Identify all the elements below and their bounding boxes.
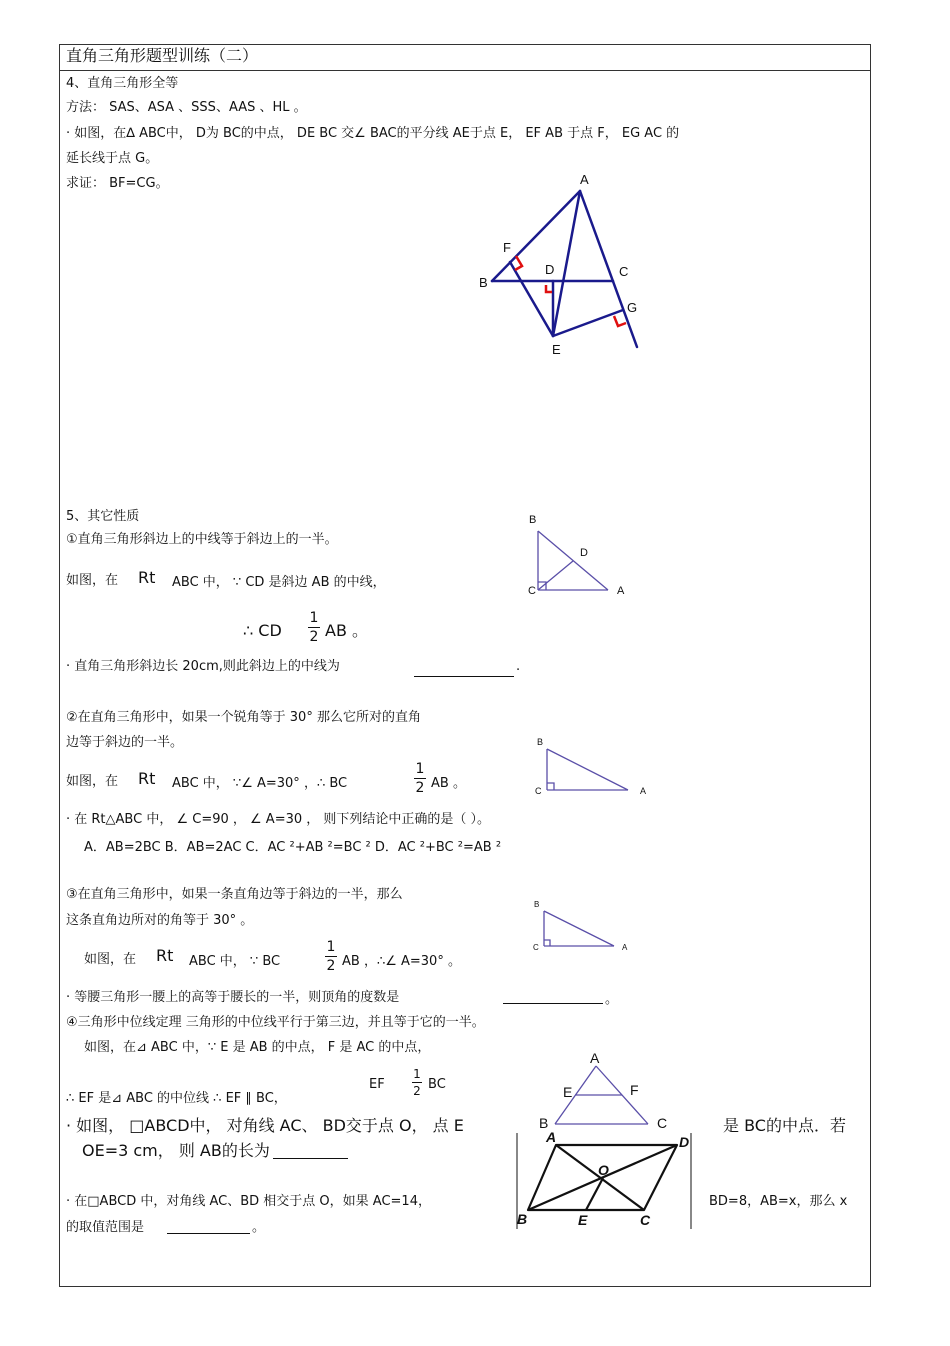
label-a: A bbox=[617, 585, 625, 597]
property2-statement-line2: 边等于斜边的一半。 bbox=[66, 735, 184, 750]
figure-half-leg-triangle bbox=[528, 898, 633, 954]
property1-statement: ①直角三角形斜边上的中线等于斜边上的一半。 bbox=[66, 532, 338, 547]
property4-example-line2: ∴ EF 是⊿ ABC 的中位线 ∴ EF ∥ BC， bbox=[66, 1091, 287, 1106]
figure-midline-triangle bbox=[535, 1048, 675, 1134]
label-e: E bbox=[563, 1084, 573, 1100]
label-b: B bbox=[517, 1211, 528, 1227]
property4-statement: ④三角形中位线定理 三角形的中位线平行于第三边，并且等于它的一半。 bbox=[66, 1015, 485, 1030]
section4-prove: 求证： BF=CG。 bbox=[66, 176, 169, 191]
label-e: E bbox=[552, 342, 561, 357]
label-a: A bbox=[580, 172, 589, 187]
fraction-numerator: 1 bbox=[413, 1067, 421, 1081]
exercise-parallelogram2-a: · 在□ABCD 中，对角线 AC、BD 相交于点 O，如果 AC=14， bbox=[66, 1194, 431, 1209]
label-b: B bbox=[529, 514, 537, 526]
label-c: C bbox=[535, 786, 542, 796]
property3-fraction bbox=[325, 939, 337, 974]
label-d: D bbox=[580, 547, 588, 559]
property3-example-b: ABC 中， ∵ BC bbox=[189, 954, 281, 969]
label-o: O bbox=[598, 1162, 609, 1178]
label-c: C bbox=[657, 1115, 668, 1131]
property2-example-c: AB 。 bbox=[431, 776, 466, 791]
fraction-numerator: 1 bbox=[309, 610, 319, 626]
label-e: E bbox=[578, 1212, 588, 1228]
label-f: F bbox=[503, 240, 511, 255]
property2-options[interactable]: A．AB=2BC B．AB=2AC C．AC ²+AB ²=BC ² D．AC ²+BC ²=AB ² bbox=[84, 840, 502, 855]
exercise-parallelogram1-c: OE=3 cm， 则 AB的长为 bbox=[82, 1141, 270, 1160]
answer-blank-2[interactable] bbox=[503, 1003, 603, 1004]
property2-statement-line1: ②在直角三角形中，如果一个锐角等于 30° 那么它所对的直角 bbox=[66, 710, 421, 725]
figure-angle-bisector bbox=[470, 168, 650, 358]
answer-blank-4[interactable] bbox=[167, 1233, 250, 1234]
label-b: B bbox=[534, 900, 540, 909]
fraction-denominator: 2 bbox=[415, 780, 425, 796]
label-a: A bbox=[622, 943, 628, 952]
label-g: G bbox=[627, 300, 638, 315]
page-title: 直角三角形题型训练（二） bbox=[66, 46, 259, 65]
property1-example-a: 如图，在 bbox=[66, 573, 119, 588]
section4-heading: 4、直角三角形全等 bbox=[66, 76, 179, 91]
section4-method: 方法： SAS、ASA 、SSS、AAS 、HL 。 bbox=[66, 100, 307, 115]
label-c: C bbox=[528, 585, 536, 597]
property2-fraction bbox=[414, 761, 426, 796]
property1-conclusion-b: AB 。 bbox=[325, 621, 369, 640]
property3-example-a: 如图，在 bbox=[84, 952, 137, 967]
property1-exercise-end: . bbox=[516, 659, 521, 674]
answer-blank-3[interactable] bbox=[273, 1158, 348, 1159]
figure-30-degree-triangle bbox=[528, 734, 653, 798]
exercise-parallelogram1-b: 是 BC的中点．若 bbox=[723, 1116, 846, 1135]
property3-statement-line2: 这条直角边所对的角等于 30° 。 bbox=[66, 913, 254, 928]
fraction-numerator: 1 bbox=[415, 761, 425, 777]
label-f: F bbox=[630, 1082, 639, 1098]
fraction-denominator: 2 bbox=[326, 958, 336, 974]
property1-rt: Rt bbox=[138, 568, 156, 587]
exercise-parallelogram2-b: BD=8，AB=x，那么 x bbox=[709, 1194, 848, 1209]
property3-exercise: · 等腰三角形一腰上的高等于腰长的一半，则顶角的度数是 bbox=[66, 990, 400, 1005]
label-b: B bbox=[479, 275, 488, 290]
label-a: A bbox=[590, 1050, 600, 1066]
property2-example-b: ABC 中， ∵∠ A=30° ，∴ BC bbox=[172, 776, 348, 791]
label-c: C bbox=[619, 264, 629, 279]
property2-rt: Rt bbox=[138, 769, 156, 788]
section4-problem-line1: · 如图，在∆ ABC中， D为 BC的中点， DE BC 交∠ BAC的平分线 AE于点 E， EF AB 于点 F， EG AC 的 bbox=[66, 126, 680, 141]
exercise-parallelogram2-d: 。 bbox=[252, 1220, 266, 1235]
property3-statement-line1: ③在直角三角形中，如果一条直角边等于斜边的一半，那么 bbox=[66, 887, 403, 902]
figure-median-triangle bbox=[520, 508, 640, 600]
fraction-numerator: 1 bbox=[326, 939, 336, 955]
label-d: D bbox=[679, 1134, 690, 1150]
property4-example-line1: 如图，在⊿ ABC 中，∵ E 是 AB 的中点， F 是 AC 的中点， bbox=[84, 1040, 431, 1055]
property1-fraction bbox=[308, 610, 320, 645]
property4-bc: BC bbox=[428, 1077, 446, 1092]
label-b: B bbox=[539, 1115, 549, 1131]
exercise-parallelogram1-a: · 如图， □ABCD中， 对角线 AC、 BD交于点 O， 点 E bbox=[66, 1116, 464, 1135]
property3-exercise-end: 。 bbox=[605, 992, 619, 1007]
property3-rt: Rt bbox=[156, 946, 174, 965]
property2-exercise: · 在 Rt△ABC 中， ∠ C=90 ， ∠ A=30 ， 则下列结论中正确的是（ ）。 bbox=[66, 812, 491, 827]
property4-ef: EF bbox=[369, 1077, 385, 1092]
property2-example-a: 如图，在 bbox=[66, 774, 119, 789]
label-c: C bbox=[533, 943, 539, 952]
section4-problem-line2: 延长线于点 G。 bbox=[66, 151, 159, 166]
title-rule bbox=[59, 70, 871, 71]
fraction-denominator: 2 bbox=[413, 1084, 421, 1098]
label-a: A bbox=[640, 786, 647, 796]
answer-blank-1[interactable] bbox=[414, 676, 514, 677]
property4-fraction bbox=[412, 1067, 422, 1098]
label-c: C bbox=[640, 1212, 651, 1228]
property3-example-c: AB ，∴∠ A=30° 。 bbox=[342, 954, 461, 969]
property1-conclusion-a: ∴ CD bbox=[243, 621, 282, 640]
property1-exercise: · 直角三角形斜边长 20cm,则此斜边上的中线为 bbox=[66, 659, 340, 674]
label-d: D bbox=[545, 262, 555, 277]
label-a: A bbox=[546, 1129, 557, 1145]
section5-heading: 5、其它性质 bbox=[66, 509, 140, 524]
figure-parallelogram bbox=[517, 1129, 692, 1229]
property1-example-b: ABC 中， ∵ CD 是斜边 AB 的中线， bbox=[172, 575, 386, 590]
label-b: B bbox=[537, 737, 544, 747]
fraction-denominator: 2 bbox=[309, 629, 319, 645]
exercise-parallelogram2-c: 的取值范围是 bbox=[66, 1220, 145, 1235]
